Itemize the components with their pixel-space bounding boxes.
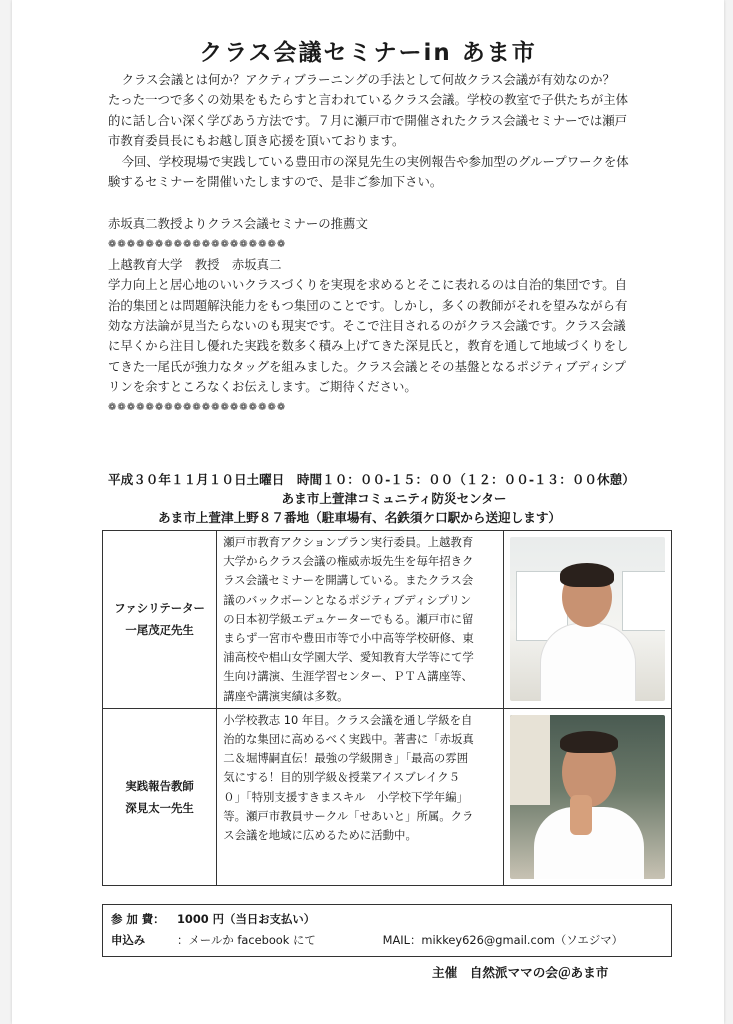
bio-line: 議のバックボーンとなるポジティブディシプリン (223, 592, 472, 607)
speaker-role-cell (103, 708, 217, 885)
flyer-title: クラス会議セミナーin あま市 (199, 40, 537, 66)
intro-line: 的に話し合い深く学びあう方法です。７月に瀬戸市で開催されたクラス会議セミナーでは瀬戸 (108, 112, 628, 128)
bio-line: 治的な集団に高めるべく実践中。著書に「赤坂真 (223, 732, 474, 747)
apply-row (111, 930, 663, 951)
intro-line: クラス会議とは何か？アクティブラーニングの手法として何故クラス会議が有効なのか？ (121, 72, 615, 87)
person-body (540, 623, 636, 701)
bio-line: 等。瀬戸市教員サークル「せあいと」所属。クラ (223, 808, 474, 823)
speaker-row (103, 708, 672, 885)
mail-address: MAIL：mikkey626@gmail.com（ソエジマ） (382, 933, 623, 947)
person-hair (560, 731, 618, 753)
apply-label: 申込み (111, 933, 146, 947)
bio-line: ０」「特別支援すきまスキル 小学校下学年編」 (223, 789, 468, 804)
bio-line: 大学からクラス会議の権威赤坂先生を毎年招きク (223, 554, 474, 569)
classroom-board (622, 571, 665, 631)
speaker-bio (217, 531, 504, 709)
intro-line: たった一つで多くの効果をもたらすと言われているクラス会議。学校の教室で子供たちが主体 (108, 92, 629, 108)
star-divider: ❁❁❁❁❁❁❁❁❁❁❁❁❁❁❁❁❁❁❁ (108, 401, 287, 413)
intro-section (108, 70, 680, 418)
spacer (223, 845, 497, 873)
bio-line: 気にする！目的別学級＆授業アイスブレイク５ (223, 770, 460, 785)
bio-line: 浦高校や椙山女学園大学、愛知教育大学等にて学 (223, 650, 474, 665)
recommend-line: 学力向上と居心地のいいクラスづくりを実現を求めるとそこに表れるのは自治的集団です。自 (108, 277, 628, 293)
recommend-line: に早くから注目し優れた実践を数多く積み上げてきた深見氏と，教育を通して地域づくりをし (108, 338, 629, 354)
intro-line: 今回、学校現場で実践している豊田市の深見先生の実例報告や参加型のグループワークを体 (121, 153, 629, 169)
bio-line: 講座や講演実績は多数。 (223, 688, 349, 703)
intro-line: 市教育委員長にもお越し頂き応援を頂いております。 (108, 133, 405, 149)
recommend-heading: 赤坂真二教授よりクラス会議セミナーの推薦文 (108, 216, 368, 232)
fee-cell (103, 905, 672, 957)
speaker-role: ファシリテーター (114, 601, 205, 616)
event-venue: あま市上萱津コミュニティ防災センター (281, 491, 507, 506)
fee-table (102, 904, 672, 957)
bio-line: ラス会議セミナーを開講している。またクラス会 (223, 573, 474, 588)
event-details (108, 470, 680, 527)
speaker-photo-cell (503, 531, 671, 709)
speaker-row (103, 531, 672, 709)
thumbs-up-hand (570, 795, 592, 835)
speaker-photo (510, 715, 665, 879)
recommend-line: 治的集団とは問題解決能力をもつ集団のことです。しかし，多くの教師がそれを望みながら有 (108, 297, 628, 313)
fee-row (111, 909, 663, 930)
spacer (108, 192, 680, 214)
flyer-page (12, 0, 724, 1024)
speaker-photo-cell (503, 708, 671, 885)
fee-value: 1000 円（当日お支払い） (177, 912, 316, 926)
bio-line: 二＆堀博嗣直伝！最強の学級開き」「最高の雰囲 (223, 751, 469, 766)
classroom-shelf (510, 715, 550, 805)
speakers-table (102, 530, 672, 886)
bio-line: まらず一宮市や豊田市等で小中高等学校研修、東 (223, 631, 474, 646)
speaker-role-cell (103, 531, 217, 709)
recommend-line: てきた一尾氏が強力なタッグを組みました。クラス会議とその基盤となるポジティブディシプ (108, 358, 627, 374)
speaker-role: 実践報告教師 (125, 778, 194, 793)
recommend-author: 上越教育大学 教授 赤坂真二 (108, 256, 282, 272)
recommend-line: リンを余すところなくお伝えします。ご期待ください。 (108, 379, 417, 395)
speaker-name: 一尾茂疋先生 (125, 623, 194, 638)
bio-line: 瀬戸市教育アクションプラン実行委員。上越教育 (223, 535, 474, 549)
star-divider: ❁❁❁❁❁❁❁❁❁❁❁❁❁❁❁❁❁❁❁ (108, 238, 287, 250)
speaker-bio (217, 708, 504, 885)
speaker-photo (510, 537, 665, 701)
fee-label: 参 加 費： (111, 912, 165, 926)
organizer: 主催 自然派ママの会＠あま市 (432, 965, 609, 980)
speaker-name: 深見太一先生 (125, 800, 194, 815)
person-hair (560, 563, 614, 587)
bio-line: ス会議を地域に広めるために活動中。 (223, 828, 417, 843)
apply-value: ：メールか facebook にて (177, 933, 316, 947)
event-datetime: 平成３０年１１月１０日土曜日 時間１０：００-１５：００（１２：００-１３：００休憩） (108, 472, 635, 487)
event-address: あま市上萱津上野８７番地（駐車場有、名鉄須ケ口駅から送迎します） (158, 510, 561, 525)
bio-line: 生向け講演、生涯学習センター、ＰＴＡ講座等、 (223, 669, 473, 684)
bio-line: 小学校教志 10 年目。クラス会議を通し学級を自 (223, 712, 473, 727)
recommend-line: 効な方法論が見当たらないのも現実です。そこで注目されるのがクラス会議です。クラス会議 (108, 318, 626, 334)
bio-line: の日本初学級エデュケーターでもる。瀬戸市に留 (223, 611, 474, 626)
intro-line: 験するセミナーを開催いたしますので、是非ご参加下さい。 (108, 174, 443, 190)
